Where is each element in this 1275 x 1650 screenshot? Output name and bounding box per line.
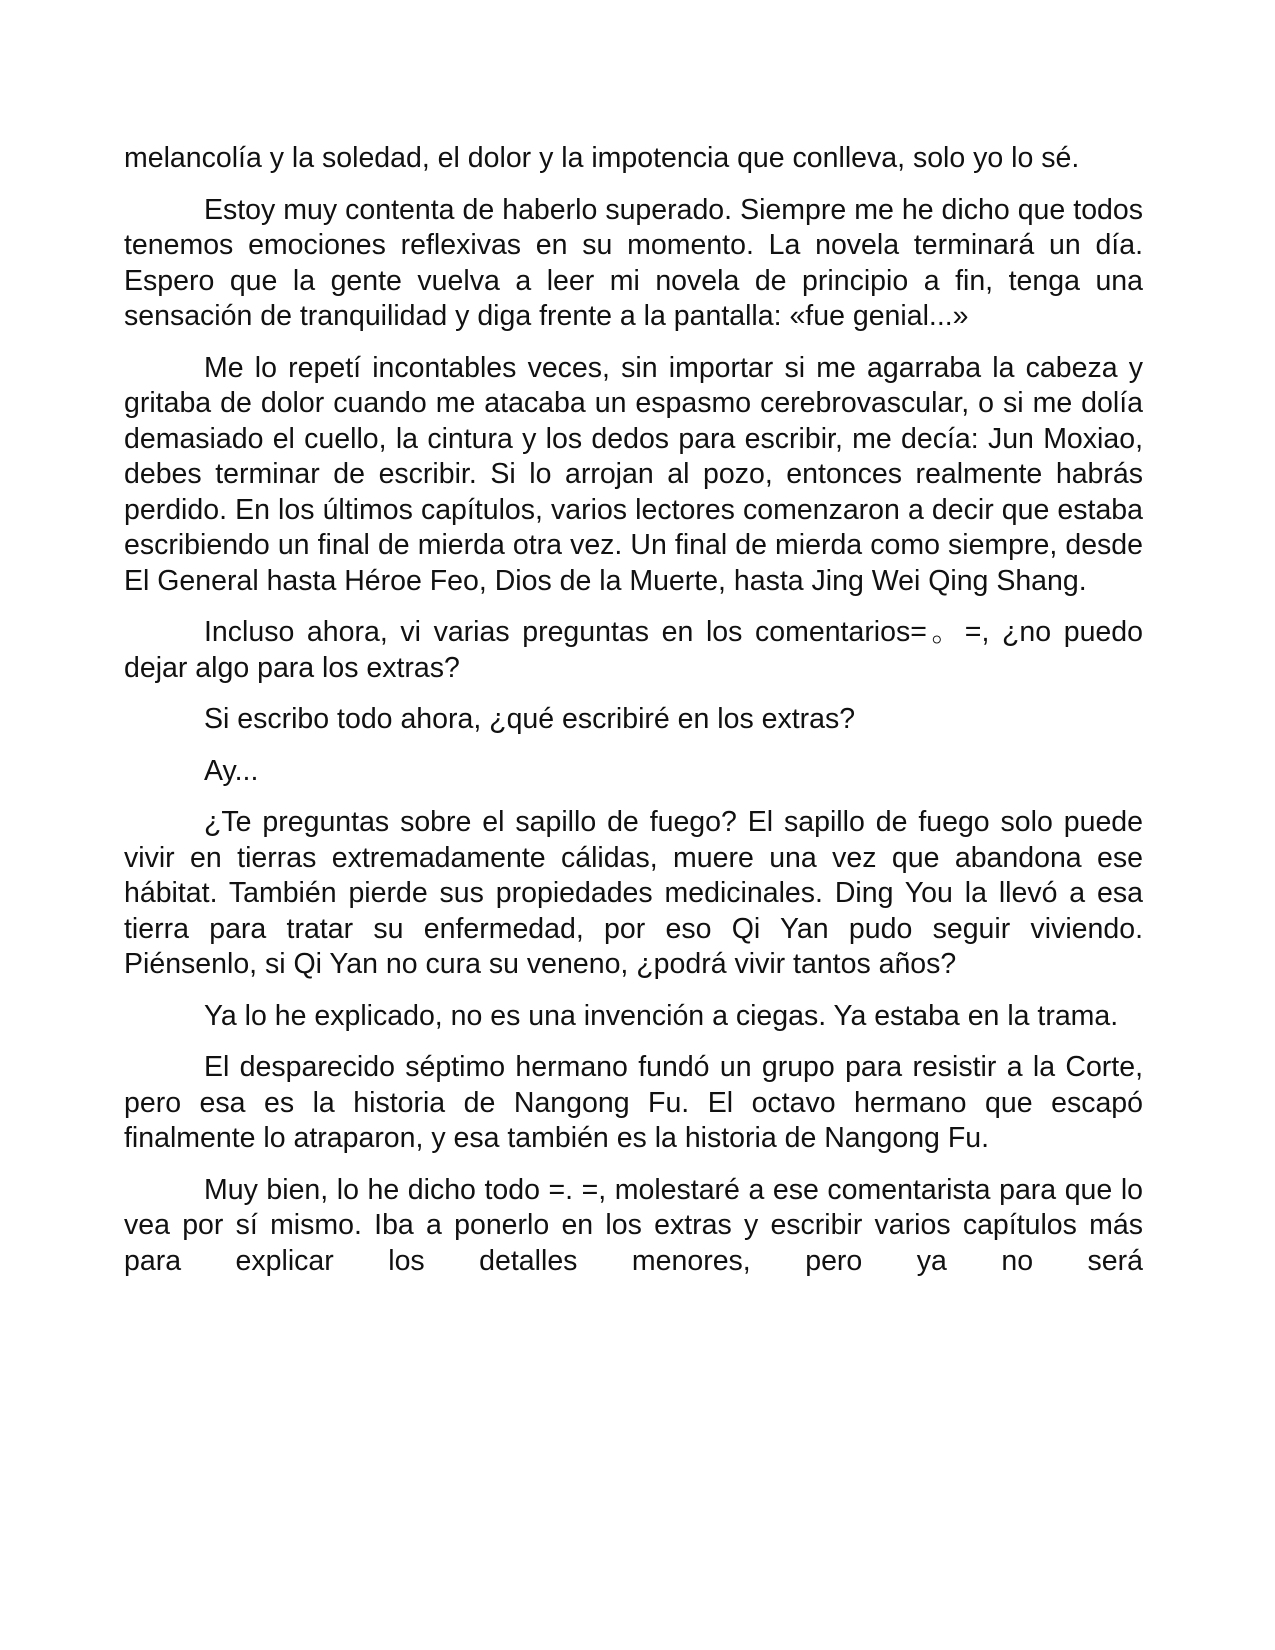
paragraph-5: Si escribo todo ahora, ¿qué escribiré en los extras? [204,703,856,735]
paragraph-4: Incluso ahora, vi varias preguntas en los comentarios=。=, ¿no puedo dejar algo para los extras? [124,616,1143,684]
paragraph-3: Me lo repetí incontables veces, sin importar si me agarraba la cabeza y gritaba de dolor cuando me atacaba un espasmo cerebrovascular, o si me dolía demasiado el cuello, la cintura y los dedos para escribir, me decía: Jun Moxiao, debes terminar de escribir. Si lo arrojan al pozo, entonces realmente habrás perdido. En los últimos capítulos, varios lectores comenzaron a decir que estaba escribiendo un final de mierda otra vez. Un final de mierda como siempre, desde El General hasta Héroe Feo, Dios de la Muerte, hasta Jing Wei Qing Shang. [124,351,1143,597]
paragraph-1: melancolía y la soledad, el dolor y la impotencia que conlleva, solo yo lo sé. [124,142,1080,174]
paragraph-6: Ay... [204,754,259,787]
paragraph-10: Muy bien, lo he dicho todo =. =, molestaré a ese comentarista para que lo vea por sí mismo. Iba a ponerlo en los extras y escribir varios capítulos más para explicar los detalles menores, pero ya no será [124,1173,1143,1277]
paragraph-2: Estoy muy contenta de haberlo superado. Siempre me he dicho que todos tenemos emociones reflexivas en su momento. La novela terminará un día. Espero que la gente vuelva a leer mi novela de principio a fin, tenga una sensación de tranquilidad y diga frente a la pantalla: «fue genial...» [124,193,1143,332]
paragraph-8: Ya lo he explicado, no es una invención a ciegas. Ya estaba en la trama. [204,999,1119,1032]
paragraph-7: ¿Te preguntas sobre el sapillo de fuego? El sapillo de fuego solo puede vivir en tierras extremadamente cálidas, muere una vez que abandona ese hábitat. También pierde sus propiedades medicinales. Ding You la llevó a esa tierra para tratar su enfermedad, por eso Qi Yan pudo seguir viviendo. Piénsenlo, si Qi Yan no cura su veneno, ¿podrá vivir tantos años? [124,806,1143,980]
paragraph-9: El desparecido séptimo hermano fundó un grupo para resistir a la Corte, pero esa es la historia de Nangong Fu. El octavo hermano que escapó finalmente lo atraparon, y esa también es la historia de Nangong Fu. [124,1051,1143,1154]
document-page [124,141,1143,1295]
